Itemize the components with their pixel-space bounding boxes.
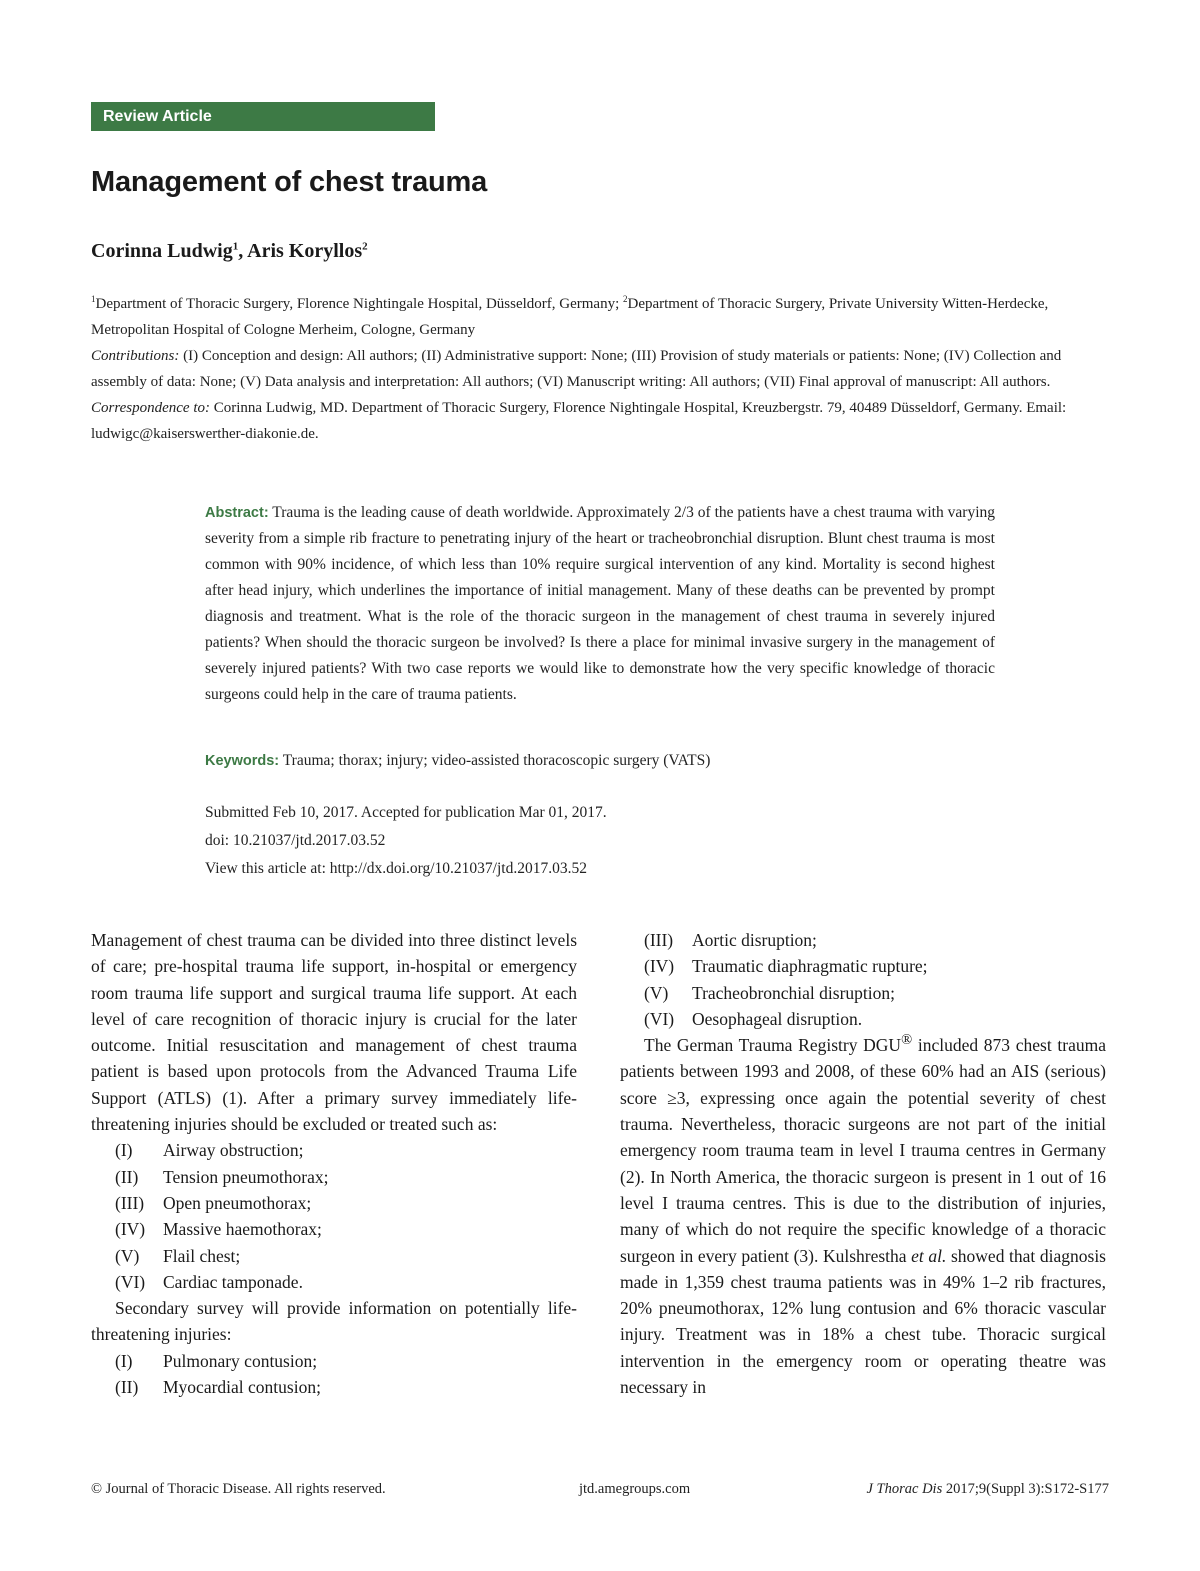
body-paragraph: Secondary survey will provide information on potentially life-threatening injuries: [91, 1298, 577, 1345]
correspondence-label: Correspondence to: [91, 400, 211, 416]
list-number: (II) [115, 1377, 139, 1398]
list-text: Myocardial contusion; [163, 1377, 321, 1398]
list-number: (V) [644, 982, 669, 1003]
list-text: Tension pneumothorax; [163, 1166, 329, 1187]
affiliation-mark: 2 [623, 294, 628, 304]
publication-info [205, 799, 995, 883]
contributions-label: Contributions: [91, 348, 180, 364]
body-column-right [620, 927, 1106, 1400]
list-number: (VI) [644, 1008, 675, 1029]
body-paragraph [620, 1032, 1106, 1400]
abstract-label: Abstract: [205, 505, 269, 521]
journal-website[interactable]: jtd.amegroups.com [579, 1481, 691, 1497]
list-item [91, 1269, 577, 1295]
author-name: Aris Koryllos [247, 240, 363, 262]
list-item [91, 1137, 577, 1163]
list-number: (I) [115, 1350, 133, 1371]
citation-info [867, 1481, 1110, 1498]
abstract [205, 500, 995, 708]
paragraph-text: showed that diagnosis made in 1,359 chest trauma patients was in 49% 1–2 rib fractures, 20% pneumothorax, 12% lung contusion and 6% thoracic vascular injury. Treatment was in 18% a chest tube. Thoracic surgical intervention in the emergency room or operating theatre was necessary in [620, 1245, 1106, 1398]
keywords [205, 748, 995, 774]
article-metadata [91, 291, 1109, 447]
body-paragraph: Management of chest trauma can be divided into three distinct levels of care; pre-hospital trauma life support, in-hospital or emergency room trauma life support and surgical trauma life support. At each level of care recognition of thoracic injury is crucial for the later outcome. Initial resuscitation and management of chest trauma patient is based upon protocols from the Advanced Trauma Life Support (ATLS) (1). After a primary survey immediately life-threatening injuries should be excluded or treated such as: [91, 930, 577, 1135]
list-text: Flail chest; [163, 1245, 241, 1266]
primary-survey-list [91, 1137, 577, 1295]
list-text: Pulmonary contusion; [163, 1350, 318, 1371]
list-text: Airway obstruction; [163, 1140, 304, 1161]
list-text: Aortic disruption; [692, 930, 817, 950]
author-list [91, 240, 1106, 263]
list-number: (III) [644, 930, 674, 950]
list-text: Open pneumothorax; [163, 1192, 312, 1213]
journal-abbrev: J Thorac Dis [866, 1481, 943, 1497]
list-item [620, 953, 1106, 979]
affiliation-text: Department of Thoracic Surgery, Private University Witten-Herdecke, Metropolitan Hospital of Cologne Merheim, Cologne, Germany [91, 296, 1049, 338]
author-name: Corinna Ludwig [91, 240, 233, 262]
list-item [91, 1374, 577, 1400]
author-separator: , [238, 240, 248, 262]
list-number: (IV) [115, 1219, 146, 1240]
volume-pages: 2017;9(Suppl 3):S172-S177 [942, 1481, 1109, 1497]
list-item [620, 980, 1106, 1006]
correspondence [91, 395, 1109, 447]
doi: doi: 10.21037/jtd.2017.03.52 [205, 832, 386, 849]
list-number: (I) [115, 1140, 133, 1161]
secondary-survey-list [91, 1348, 577, 1401]
paragraph-text: included 873 chest trauma patients between 1993 and 2008, of these 60% had an AIS (serious) score ≥3, expressing once again the potential severity of chest trauma. Nevertheless, thoracic surgeons are not part of the initial emergency room trauma team in level I trauma centres in Germany (2). In North America, the thoracic surgeon is present in 1 out of 16 level I trauma centres. This is due to the distribution of injuries, many of which do not require the specific knowledge of a thoracic surgeon in every patient (3). Kulshrestha [620, 1035, 1106, 1266]
list-text: Cardiac tamponade. [163, 1271, 303, 1292]
contributions-text: (I) Conception and design: All authors; (II) Administrative support: None; (III) Provision of study materials or patients: None; (IV) Collection and assembly of data: None; (V) Data analysis and interpretation: All authors; (VI) Manuscript writing: All authors; (VII) Final approval of manuscript: All authors. [91, 348, 1062, 390]
contributions [91, 343, 1109, 395]
list-number: (IV) [644, 956, 675, 977]
article-link[interactable]: View this article at: http://dx.doi.org/10.21037/jtd.2017.03.52 [205, 860, 587, 877]
affiliation-mark: 1 [91, 294, 96, 304]
author-affiliation-mark: 1 [232, 240, 239, 253]
author-affiliation-mark: 2 [362, 240, 368, 253]
article-title: Management of chest trauma [91, 166, 488, 198]
list-number: (II) [115, 1166, 139, 1187]
page-footer [91, 1481, 1109, 1501]
submission-dates: Submitted Feb 10, 2017. Accepted for publication Mar 01, 2017. [205, 804, 607, 821]
list-item [91, 1348, 577, 1374]
keywords-text: Trauma; thorax; injury; video-assisted thoracoscopic surgery (VATS) [279, 752, 711, 769]
copyright-notice: © Journal of Thoracic Disease. All rights reserved. [91, 1481, 386, 1497]
registered-mark: ® [901, 1032, 913, 1049]
list-item [620, 927, 1106, 953]
list-text: Traumatic diaphragmatic rupture; [692, 956, 928, 977]
body-column-left [91, 927, 577, 1400]
abstract-text: Trauma is the leading cause of death worldwide. Approximately 2/3 of the patients have a chest trauma with varying severity from a simple rib fracture to penetrating injury of the heart or tracheobronchial disruption. Blunt chest trauma is most common with 90% incidence, of which less than 10% require surgical intervention of any kind. Mortality is second highest after head injury, which underlines the importance of initial management. Many of these deaths can be prevented by prompt diagnosis and treatment. What is the role of the thoracic surgeon in the management of chest trauma in severely injured patients? When should the thoracic surgeon be involved? Is there a place for minimal invasive surgery in the management of severely injured patients? With two case reports we would like to demonstrate how the very specific knowledge of thoracic surgeons could help in the care of trauma patients. [205, 504, 995, 703]
affiliations [91, 291, 1109, 343]
keywords-label: Keywords: [205, 753, 280, 769]
list-number: (V) [115, 1245, 140, 1266]
paragraph-text: The German Trauma Registry DGU [644, 1035, 902, 1056]
list-item [91, 1190, 577, 1216]
list-item [620, 1006, 1106, 1032]
list-number: (VI) [115, 1271, 146, 1292]
list-text: Massive haemothorax; [163, 1219, 322, 1240]
list-item [91, 1216, 577, 1242]
list-number: (III) [115, 1192, 145, 1213]
et-al: et al. [911, 1245, 947, 1266]
list-item [91, 1243, 577, 1269]
secondary-survey-list-continued [620, 927, 1106, 1032]
list-item [91, 1164, 577, 1190]
article-type-badge: Review Article [91, 102, 435, 131]
affiliation-text: Department of Thoracic Surgery, Florence Nightingale Hospital, Düsseldorf, Germany; [95, 296, 623, 312]
list-text: Tracheobronchial disruption; [692, 982, 896, 1003]
correspondence-text: Corinna Ludwig, MD. Department of Thoracic Surgery, Florence Nightingale Hospital, Kreuzbergstr. 79, 40489 Düsseldorf, Germany. Email: ludwigc@kaiserswerther-diakonie.de. [91, 400, 1067, 442]
list-text: Oesophageal disruption. [692, 1008, 863, 1029]
